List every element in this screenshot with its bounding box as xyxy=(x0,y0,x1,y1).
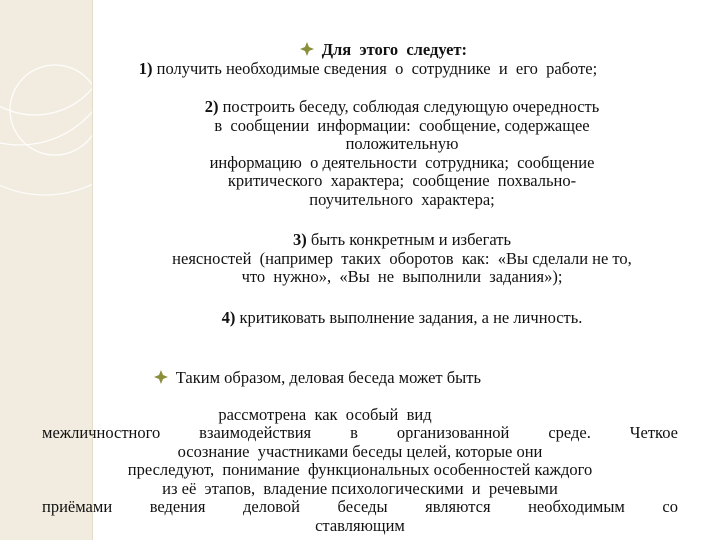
conclusion-line: осознание участниками беседы целей, которые они xyxy=(177,441,543,461)
item-1-text: получить необходимые сведения о сотруднике и его работе; xyxy=(156,59,598,78)
item-2-number: 2) xyxy=(204,97,219,116)
diamond-bullet-icon xyxy=(298,42,316,56)
conclusion-line: Таким образом, деловая беседа может быть xyxy=(175,367,481,387)
conclusion-line: преследуют, понимание функциональных особенностей каждого xyxy=(127,460,593,479)
conclusion-line: приёмами ведения деловой беседы являются необходимым со xyxy=(42,497,678,516)
item-3-line: что нужно», «Вы не выполнили задания»); xyxy=(241,267,563,286)
item-4-text: критиковать выполнение задания, а не личность. xyxy=(239,308,583,327)
conclusion-line: из её этапов, владение психологическими и речевыми xyxy=(162,478,558,498)
diamond-bullet-icon xyxy=(152,370,170,384)
item-2-line: критического характера; сообщение похвально- xyxy=(227,171,577,190)
item-4-number: 4) xyxy=(221,308,236,327)
item-1-block xyxy=(8,60,720,79)
item-2-line: построить беседу, соблюдая следующую очередность xyxy=(222,97,600,116)
conclusion-block xyxy=(42,350,678,535)
item-3-line: неясностей (например таких оборотов как: «Вы сделали не то, xyxy=(172,248,632,268)
item-4-block xyxy=(42,309,720,328)
conclusion-line: ставляющим xyxy=(315,515,405,535)
item-2-line: информацию о деятельности сотрудника; сообщение xyxy=(209,152,595,172)
conclusion-line: рассмотрена как особый вид xyxy=(218,404,432,424)
conclusion-line: межличностного взаимодействия в организованной среде. Четкое xyxy=(42,423,678,442)
item-1-number: 1) xyxy=(138,59,153,78)
item-2-block xyxy=(42,98,720,209)
heading-text: Для этого следует: xyxy=(321,39,468,59)
item-2-line: поучительного характера; xyxy=(309,189,495,209)
item-2-line: положительную xyxy=(345,134,459,153)
item-3-number: 3) xyxy=(293,230,307,249)
item-2-line: в сообщении информации: сообщение, содержащее xyxy=(214,115,590,135)
item-3-line: быть конкретным и избегать xyxy=(310,230,511,249)
item-3-block xyxy=(42,231,720,287)
